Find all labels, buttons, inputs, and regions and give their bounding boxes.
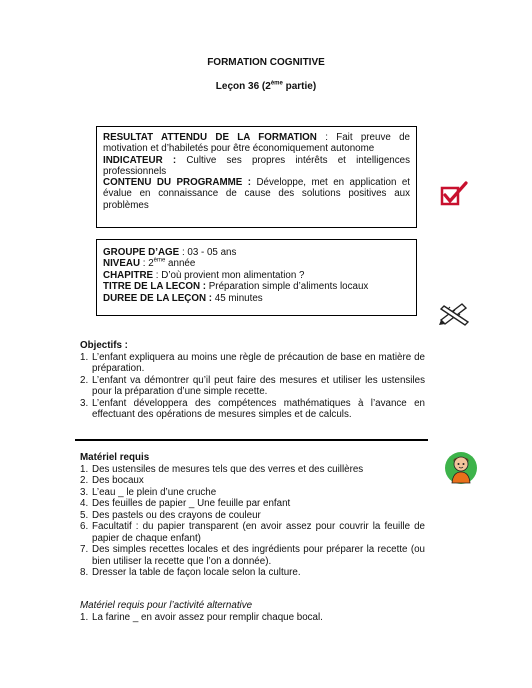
groupe-line: GROUPE D’AGE : 03 - 05 ans [103, 247, 237, 258]
objectifs-title: Objectifs : [80, 340, 128, 351]
titre-line: TITRE DE LA LECON : Préparation simple d’aliments locaux [103, 281, 369, 293]
list-item: 5. Des pastels ou des crayons de couleur [80, 509, 261, 521]
objectifs-list [80, 352, 425, 421]
materiel-list [80, 464, 425, 579]
indicateur-line: INDICATEUR : Cultive ses propres intérêts et intelligences professionnels [103, 154, 410, 177]
alternative-title: Matériel requis pour l’activité alternative [80, 600, 253, 611]
list-item: 4. Des feuilles de papier _ Une feuille par enfant [80, 498, 291, 509]
lesson-title: Leçon 36 (2ème partie) [215, 80, 317, 92]
niveau-line: NIVEAU : 2ème année [103, 258, 196, 270]
resultat-line: RESULTAT ATTENDU DE LA FORMATION : Fait preuve de motivation et d’habiletés pour être économiquement autonome [103, 132, 411, 155]
list-item: 2. Des bocaux [80, 475, 144, 486]
list-item: 6. Facultatif : du papier transparent (en avoir assez pour couvrir la feuille de papier de chaque enfant) [80, 521, 425, 544]
child-portrait-icon [444, 450, 478, 486]
list-item: 8. Dresser la table de façon locale selon la culture. [80, 567, 301, 578]
checkbox-check-icon [440, 180, 470, 208]
list-item: 1. L’enfant expliquera au moins une règle de précaution de base en matière de préparation. [80, 351, 425, 374]
pencil-ruler-icon [438, 300, 472, 326]
materiel-title: Matériel requis [80, 452, 150, 463]
duree-line: DUREE DE LA LEÇON : 45 minutes [103, 292, 263, 304]
list-item: 1. Des ustensiles de mesures tels que des verres et des cuillères [80, 463, 364, 475]
list-item: 1. La farine _ en avoir assez pour remplir chaque bocal. [80, 611, 323, 623]
contenu-line: CONTENU DU PROGRAMME : Développe, met en application et évalue en connaissance de cause des solutions positives aux problèmes [103, 177, 410, 211]
objectifs-section [80, 340, 425, 421]
chapitre-line: CHAPITRE : D’où provient mon alimentation ? [103, 269, 305, 281]
materiel-section [80, 452, 425, 579]
section-divider [75, 439, 428, 441]
alternative-list [80, 612, 425, 624]
list-item: 3. L’enfant développera des compétences mathématiques à l’avance en effectuant des opérations de mesures simples et de calculs. [80, 397, 425, 420]
lesson-info-box [96, 239, 417, 316]
list-item: 3. L’eau _ le plein d’une cruche [80, 486, 217, 498]
list-item: 2. L’enfant va démontrer qu’il peut faire des mesures et utiliser les ustensiles pour la préparation d’une simple recette. [80, 374, 425, 397]
alternative-section [80, 600, 425, 623]
formation-box [96, 126, 417, 228]
list-item: 7. Des simples recettes locales et des ingrédients pour préparer la recette (ou bien utiliser la recette que l’on a donnée). [80, 544, 425, 567]
document-title: FORMATION COGNITIVE [207, 57, 325, 68]
